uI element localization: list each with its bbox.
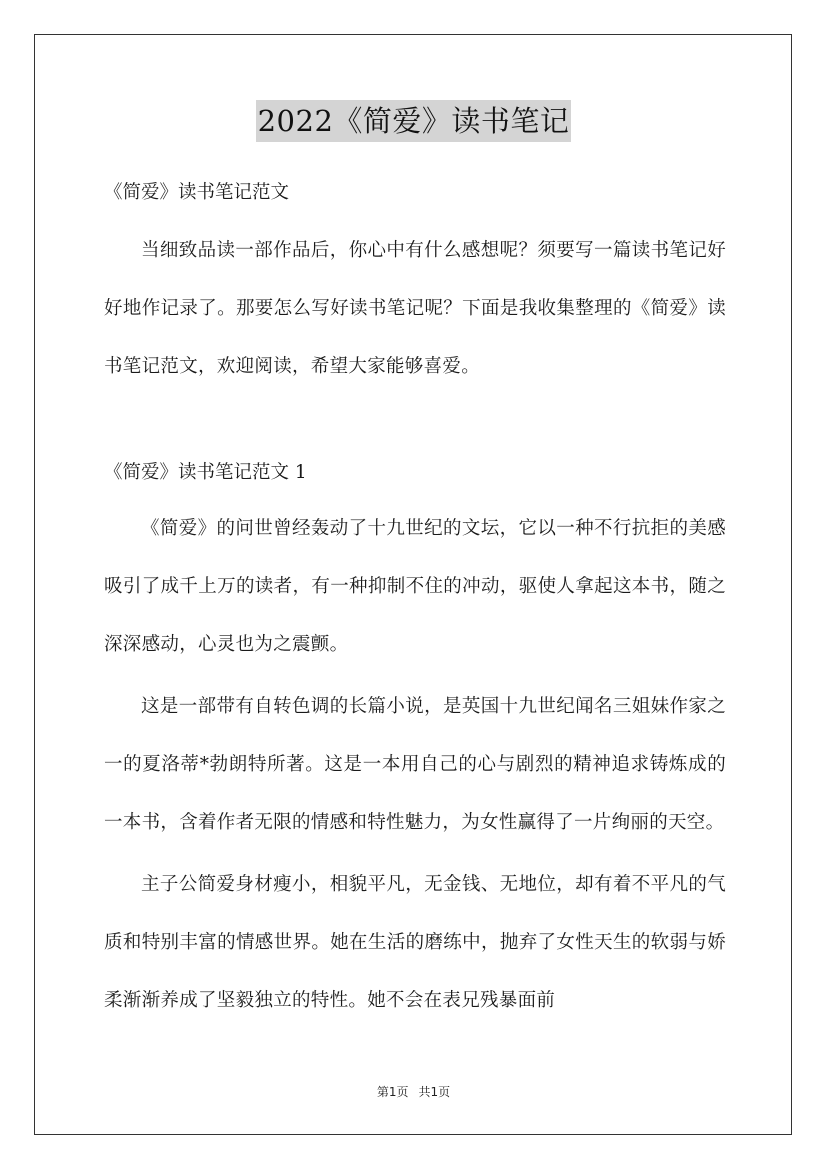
document-title: 2022《简爱》读书笔记 (256, 100, 572, 142)
page-number: 第1页 (376, 1085, 409, 1099)
page-footer (0, 1083, 827, 1101)
body-paragraph: 主子公简爱身材瘦小，相貌平凡，无金钱、无地位，却有着不平凡的气质和特别丰富的情感世界。她在生活的磨练中，抛弃了女性天生的软弱与娇柔渐渐养成了坚毅独立的特性。她不会在表兄残暴面前 (104, 874, 726, 1011)
section-1 (104, 450, 726, 1030)
intro-heading: 《简爱》读书笔记范文 (104, 182, 290, 203)
document-body (104, 170, 726, 1030)
section-heading: 《简爱》读书笔记范文 1 (104, 462, 307, 483)
body-paragraph: 这是一部带有自转色调的长篇小说，是英国十九世纪闻名三姐妹作家之一的夏洛蒂*勃朗特所著。这是一本用自己的心与剧烈的精神追求铸炼成的一本书，含着作者无限的情感和特性魅力，为女性赢得了一片绚丽的天空。 (104, 696, 726, 833)
title-container (0, 100, 827, 142)
intro-paragraph: 当细致品读一部作品后，你心中有什么感想呢？须要写一篇读书笔记好好地作记录了。那要怎么写好读书笔记呢？下面是我收集整理的《简爱》读书笔记范文，欢迎阅读，希望大家能够喜爱。 (104, 240, 726, 377)
page-total: 共1页 (418, 1085, 451, 1099)
body-paragraph: 《简爱》的问世曾经轰动了十九世纪的文坛，它以一种不行抗拒的美感吸引了成千上万的读者，有一种抑制不住的冲动，驱使人拿起这本书，随之深深感动，心灵也为之震颤。 (104, 518, 726, 655)
